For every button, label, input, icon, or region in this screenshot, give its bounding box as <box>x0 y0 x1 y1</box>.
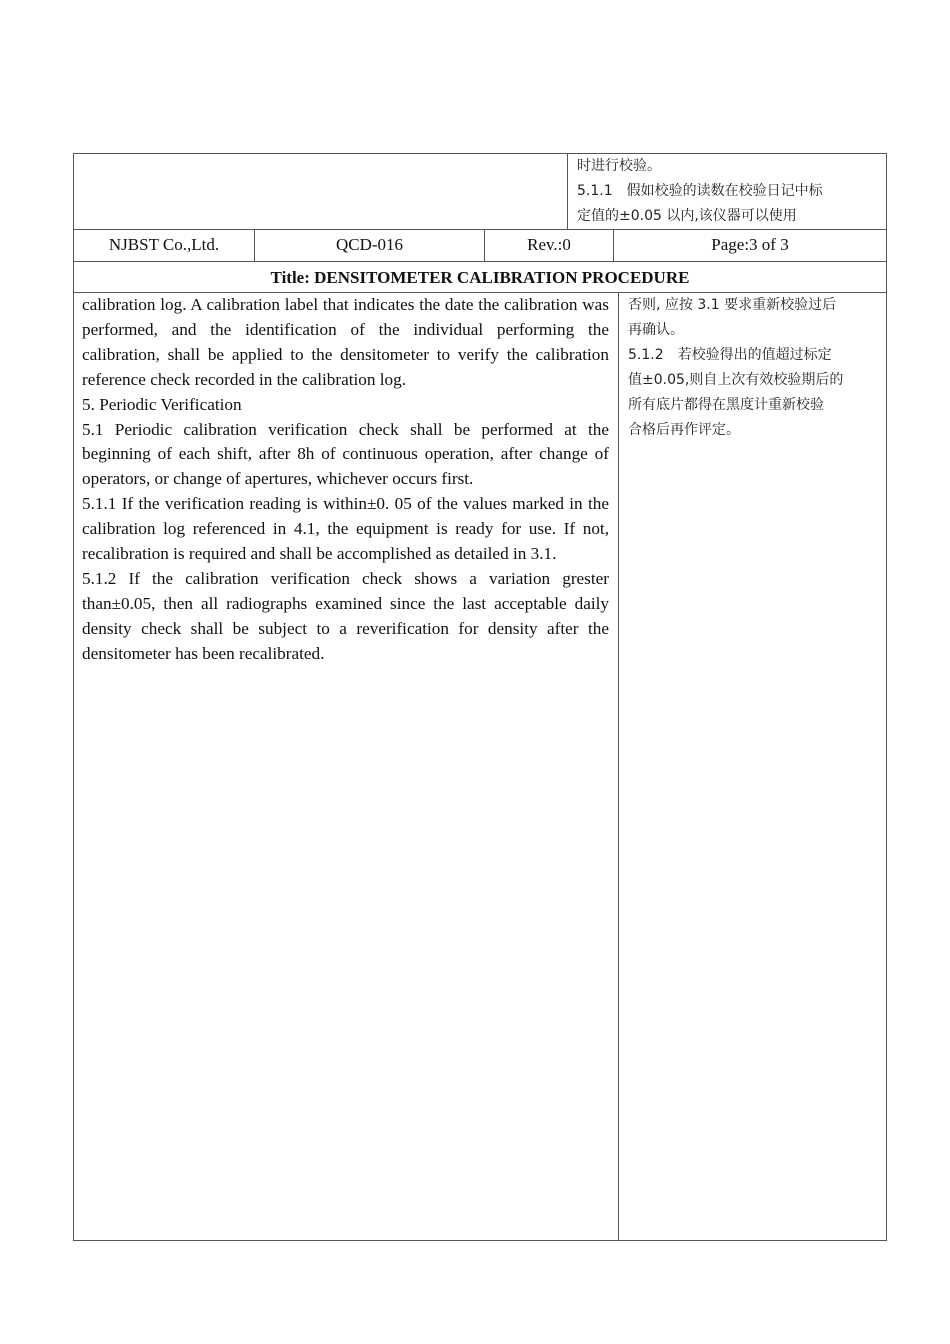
zh-line: 再确认。 <box>628 322 684 338</box>
company-name: NJBST Co.,Ltd. <box>108 235 220 254</box>
zh-line: 值±0.05,则自上次有效校验期后的 <box>628 372 844 388</box>
zh-line: 所有底片都得在黑度计重新校验 <box>628 397 824 413</box>
paragraph-calibration-log: calibration log. A calibration label that indicates the date the calibration was performed, and the identification of the individual performing the calibration, shall be applied to the densitometer to verify the calibration reference check recorded in the calibration log. <box>82 295 609 389</box>
chinese-body <box>628 293 880 443</box>
body-column-divider <box>618 292 619 1241</box>
top-zh-line: 5.1.1 假如校验的读数在校验日记中标 <box>577 183 823 199</box>
top-zh-line: 时进行校验。 <box>577 158 661 174</box>
paragraph-5-1-2: 5.1.2 If the calibration verification check shows a variation grester than±0.05, then all radiographs examined since the last acceptable daily density check shall be subject to a reverification for density after the densitometer has been recalibrated. <box>82 568 609 663</box>
english-body <box>82 293 609 667</box>
revision: Rev.:0 <box>527 235 571 254</box>
top-zh-line: 定值的±0.05 以内,该仪器可以使用 <box>577 208 797 224</box>
paragraph-5-1: 5.1 Periodic calibration verification check shall be performed at the beginning of each shift, after 8h of continuous operation, after change of operators, or change of apertures, whichever occurs first. <box>82 419 609 489</box>
page-number: Page:3 of 3 <box>711 235 789 254</box>
paragraph-5-1-1: 5.1.1 If the verification reading is within±0. 05 of the values marked in the calibration log referenced in 4.1, the equipment is ready for use. If not, recalibration is required and shall be accomplished as detailed in 3.1. <box>82 494 609 564</box>
zh-line: 5.1.2 若校验得出的值超过标定 <box>628 347 832 363</box>
top-chinese-text <box>577 154 877 229</box>
document-number: QCD-016 <box>335 235 404 254</box>
heading-periodic-verification: 5. Periodic Verification <box>82 394 242 414</box>
zh-line: 合格后再作评定。 <box>628 422 740 438</box>
zh-line: 否则, 应按 3.1 要求重新校验过后 <box>628 297 837 313</box>
top-column-divider <box>567 153 568 230</box>
document-title: Title: DENSITOMETER CALIBRATION PROCEDURE <box>270 268 690 287</box>
